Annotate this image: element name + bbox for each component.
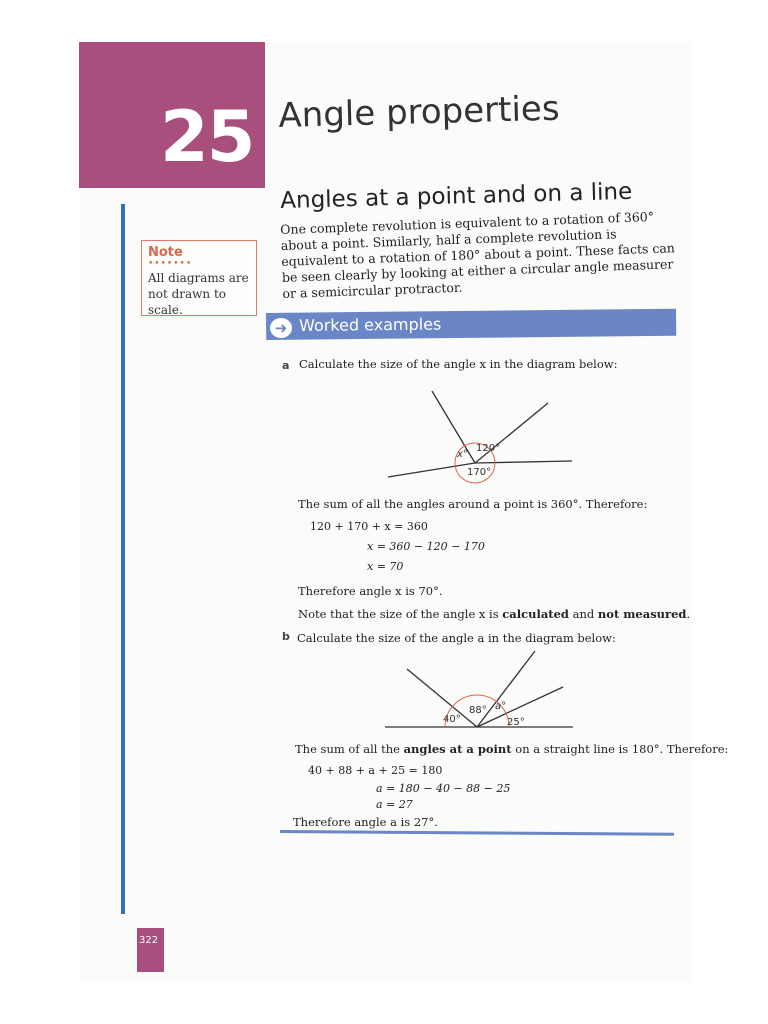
example-a-eq-2: x = 360 − 120 − 170	[367, 540, 485, 553]
note-dots: •••••••	[148, 259, 193, 269]
example-a-note-pre: Note that the size of the angle x is	[298, 607, 503, 621]
example-b-eq-3: a = 27	[376, 798, 413, 811]
example-b-question: Calculate the size of the angle a in the diagram below:	[297, 631, 616, 645]
example-a-eq-3: x = 70	[367, 560, 404, 573]
diagram-angles-at-point	[380, 385, 580, 485]
ray-left	[388, 463, 475, 477]
worked-examples-title: Worked examples	[299, 314, 442, 335]
note-box	[141, 240, 257, 316]
angle-40-label: 40°	[443, 714, 461, 725]
example-a-note-mid: and	[568, 607, 598, 621]
example-b-sum-post: on a straight line is 180°. Therefore:	[511, 742, 729, 756]
example-b-therefore: Therefore angle a is 27°.	[293, 815, 438, 829]
ray-upper-right	[475, 403, 548, 463]
diagram-angles-on-line	[385, 645, 585, 735]
example-a-therefore: Therefore angle x is 70°.	[298, 584, 443, 598]
example-a-question: Calculate the size of the angle x in the diagram below:	[299, 357, 618, 371]
ray-right	[475, 461, 572, 463]
note-title: Note	[148, 245, 183, 260]
example-b-sum-text	[295, 742, 728, 756]
angle-88-label: 88°	[469, 705, 487, 716]
example-a-sum-text: The sum of all the angles around a point is 360°. Therefore:	[298, 497, 648, 511]
angle-x-label: x°	[457, 449, 468, 460]
note-line-2: not drawn to scale.	[148, 287, 227, 317]
example-b-eq-2: a = 180 − 40 − 88 − 25	[376, 782, 511, 795]
example-a-eq-1: 120 + 170 + x = 360	[310, 520, 428, 533]
page-number: 322	[139, 935, 159, 946]
ray-upper-left	[432, 391, 475, 463]
margin-rule	[121, 204, 125, 914]
example-b-sum-bold: angles at a point	[403, 742, 512, 756]
example-a-note-end: .	[686, 607, 691, 621]
note-line-1: All diagrams are	[148, 271, 249, 285]
example-a-label: a	[282, 359, 290, 372]
example-b-eq-1: 40 + 88 + a + 25 = 180	[308, 764, 443, 777]
example-a-note	[298, 607, 690, 621]
chapter-title: Angle properties	[278, 88, 561, 136]
example-b-sum-pre: The sum of all the	[295, 742, 404, 756]
angle-120-label: 120°	[476, 443, 501, 454]
section-intro: One complete revolution is equivalent to a rotation of 360° about a point. Similarly, half a complete revolution is equivalent to a rotation of 180° about a point. These facts can be seen clearly by looking at either a circular angle measurer or a semicircular protractor.	[280, 208, 676, 301]
section-title: Angles at a point and on a line	[280, 178, 633, 214]
chapter-number: 25	[160, 96, 254, 178]
ray-1	[407, 669, 477, 727]
note-text	[148, 270, 250, 318]
angle-170-label: 170°	[467, 467, 492, 478]
angle-a-label: a°	[495, 701, 507, 712]
angle-25-label: 25°	[507, 717, 525, 728]
example-a-note-calculated: calculated	[502, 607, 569, 621]
example-a-note-not-measured: not measured	[597, 607, 687, 621]
example-b-label: b	[282, 630, 290, 643]
arrow-right-icon: ➜	[270, 318, 292, 338]
